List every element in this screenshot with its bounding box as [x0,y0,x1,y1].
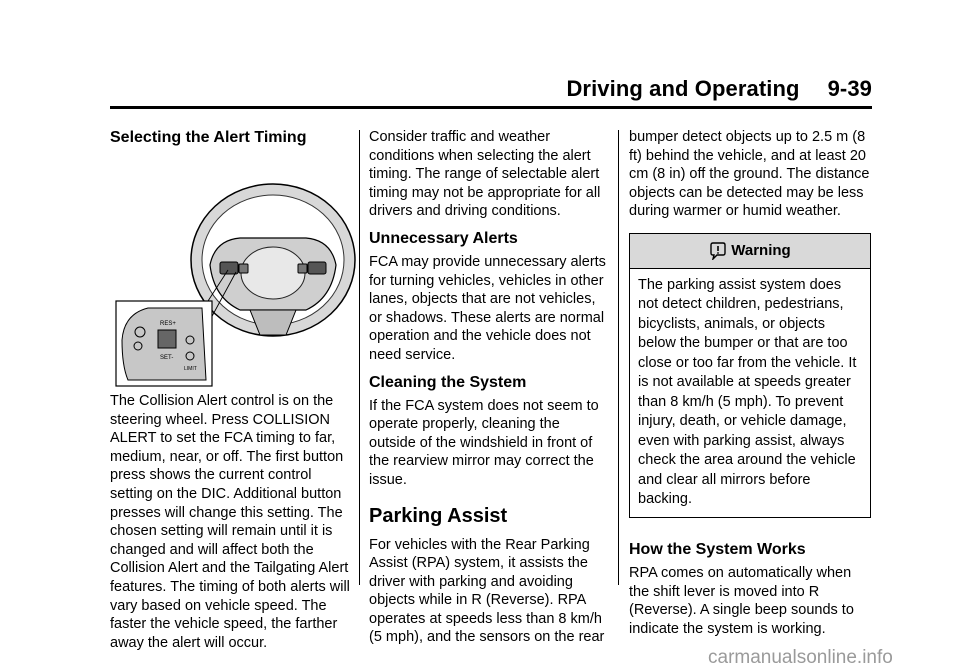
alert-timing-body: The Collision Alert control is on the steering wheel. Press COLLISION ALERT to set the FCA timing to far, medium, near, or off. The first button press shows the current control setting on the DIC. Additional button presses will change this setting. The chosen setting will remain until it is changed and will affect both the Collision Alert and the Tailgating Alert features. The timing of both alerts will vary based on vehicle speed. The faster the vehicle speed, the farther away the alert will occur. [110,393,350,651]
warning-header [630,234,870,269]
res-button-label: RES+ [160,321,176,327]
page-number: 9-39 [827,76,872,101]
parking-assist-body: For vehicles with the Rear Parking Assist (RPA) system, it assists the driver with parking and avoiding objects while in R (Reverse). RPA operates at speeds less than 8 km/h (5 mph), and the sensors on the rear [369,536,605,646]
timing-intro-text: Consider traffic and weather conditions when selecting the alert timing. The range of selectable alert timing may not be appropriate for all drivers and driving conditions. [369,129,601,220]
page-header [566,76,872,102]
section-heading-unnecessary-alerts: Unnecessary Alerts [369,229,518,247]
section-title: Driving and Operating [566,76,800,101]
warning-box [629,233,871,518]
steering-wheel-illustration [110,170,358,390]
column-2 [369,128,609,647]
header-rule [110,106,872,109]
column-3 [629,128,871,638]
steering-wheel-figure [110,170,358,390]
warning-text: The parking assist system does not detect children, pedestrians, bicyclists, animals, or objects below the bumper or that are too close or too far from the vehicle. It is not available at speeds greater than 8 km/h (5 mph). To prevent injury, death, or vehicle damage, even with parking assist, always check the area around the vehicle and clear all mirrors before backing. [638,276,857,508]
limit-button-label: LIMIT [184,366,197,372]
section-heading-parking-assist: Parking Assist [369,504,508,527]
column-divider [359,130,360,585]
unnecessary-alerts-body: FCA may provide unnecessary alerts for turning vehicles, vehicles in other lanes, objects that are not vehicles, or shadows. These alerts are normal operation and the vehicle does not need service. [369,253,606,363]
section-heading-cleaning: Cleaning the System [369,373,527,391]
sensor-range-text: bumper detect objects up to 2.5 m (8 ft) behind the vehicle, and at least 20 cm (8 in) off the ground. The distance objects can be detected may be less during warmer or humid weather. [629,129,870,220]
section-heading-alert-timing: Selecting the Alert Timing [110,129,307,146]
column-divider [618,130,619,585]
watermark: carmanualsonline.info [708,647,893,668]
how-system-works-body: RPA comes on automatically when the shift lever is moved into R (Reverse). A single beep sounds to indicate the system is working. [629,564,854,637]
warning-label: Warning [731,241,791,259]
column-1 [110,128,350,652]
cleaning-body: If the FCA system does not seem to operate properly, cleaning the outside of the windshield in front of the rearview mirror may correct the issue. [369,397,599,488]
set-button-label: SET- [160,355,174,361]
warning-icon [709,242,727,260]
section-heading-how-system-works: How the System Works [629,540,806,558]
